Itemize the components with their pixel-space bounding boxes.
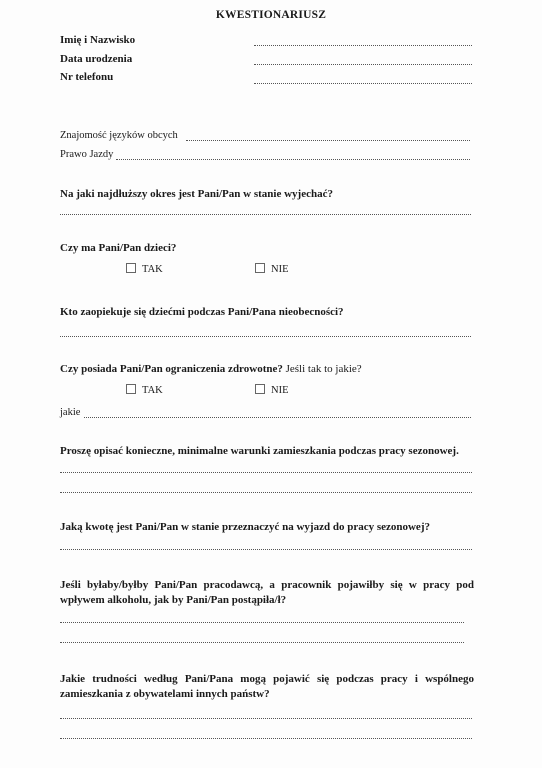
answer-max-period[interactable]: [60, 214, 471, 215]
name-field[interactable]: [254, 45, 472, 46]
option-label: NIE: [271, 385, 289, 396]
checkbox-icon[interactable]: [126, 263, 136, 273]
question-max-period: Na jaki najdłuższy okres jest Pani/Pan w stanie wyjechać?: [60, 188, 333, 200]
option-label: TAK: [142, 264, 163, 275]
answer-intercultural-line-2[interactable]: [60, 738, 472, 739]
question-intercultural: Jakie trudności według Pani/Pana mogą pojawić się podczas pracy i wspólnego zamieszkania z obywatelami innych państw?: [60, 673, 474, 700]
answer-intercultural-line-1[interactable]: [60, 718, 472, 719]
phone-field[interactable]: [254, 83, 472, 84]
languages-field[interactable]: [186, 140, 470, 141]
option-yes-health[interactable]: [126, 384, 163, 396]
birth-date-label: Data urodzenia: [60, 53, 133, 65]
answer-living-conditions-line-1[interactable]: [60, 472, 472, 473]
health-detail-label: jakie: [60, 407, 81, 418]
checkbox-icon[interactable]: [126, 384, 136, 394]
question-health: [60, 363, 362, 375]
answer-childcare[interactable]: [60, 336, 471, 337]
question-budget: Jaką kwotę jest Pani/Pan w stanie przeznaczyć na wyjazd do pracy sezonowej?: [60, 521, 430, 533]
option-label: TAK: [142, 385, 163, 396]
option-yes-children[interactable]: [126, 263, 163, 275]
option-no-children[interactable]: [255, 263, 289, 275]
health-detail-field[interactable]: [84, 417, 471, 418]
option-label: NIE: [271, 264, 289, 275]
question-health-bold: Czy posiada Pani/Pan ograniczenia zdrowotne?: [60, 363, 283, 375]
question-children: Czy ma Pani/Pan dzieci?: [60, 242, 177, 254]
answer-alcohol-line-2[interactable]: [60, 642, 464, 643]
question-health-normal: Jeśli tak to jakie?: [282, 363, 362, 375]
answer-alcohol-line-1[interactable]: [60, 622, 464, 623]
option-no-health[interactable]: [255, 384, 289, 396]
license-label: Prawo Jazdy: [60, 149, 114, 160]
answer-living-conditions-line-2[interactable]: [60, 492, 472, 493]
checkbox-icon[interactable]: [255, 263, 265, 273]
license-field[interactable]: [116, 159, 470, 160]
birth-date-field[interactable]: [254, 64, 472, 65]
question-living-conditions: Proszę opisać konieczne, minimalne warunki zamieszkania podczas pracy sezonowej.: [60, 445, 459, 457]
question-alcohol: Jeśli byłaby/byłby Pani/Pan pracodawcą, a pracownik pojawiłby się w pracy pod wpływem alkoholu, jak by Pani/Pan postąpiła/ł?: [60, 579, 474, 606]
languages-label: Znajomość języków obcych: [60, 130, 178, 141]
checkbox-icon[interactable]: [255, 384, 265, 394]
document-title: KWESTIONARIUSZ: [215, 9, 327, 21]
answer-budget[interactable]: [60, 549, 472, 550]
question-childcare: Kto zaopiekuje się dziećmi podczas Pani/Pana nieobecności?: [60, 306, 344, 318]
name-label: Imię i Nazwisko: [60, 34, 136, 46]
phone-label: Nr telefonu: [60, 71, 114, 83]
